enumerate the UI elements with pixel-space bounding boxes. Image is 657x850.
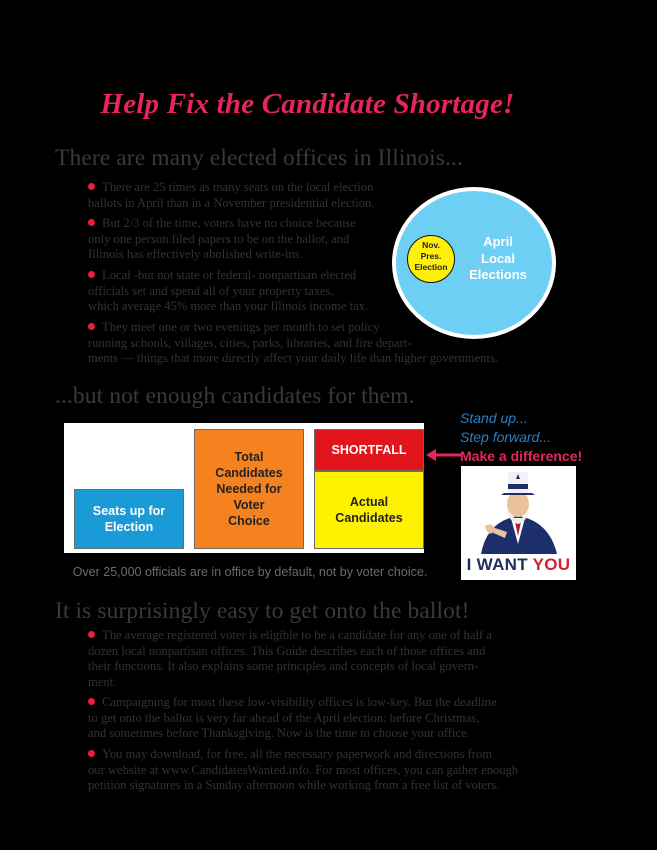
slogan-make-difference: Make a difference! [460, 448, 583, 464]
offices-bullet-item [88, 268, 408, 315]
bullet-dot-icon [88, 323, 95, 330]
offices-bullet-line: ballots in April than in a November presidential election. [88, 195, 375, 210]
offices-bullet-line [88, 268, 408, 284]
offices-bullet-line: running schools, villages, cities, parks, libraries, and fire depart- [88, 335, 412, 350]
offices-bullet-line [88, 180, 418, 196]
bar-actual-candidates [314, 471, 424, 549]
i-want-you-text [461, 555, 576, 575]
bullet-dot-icon [88, 219, 95, 226]
ballot-bullet-line: dozen local nonpartisan offices. This Guide describes each of those offices and [88, 643, 486, 658]
offices-bullet-line: Illinois has effectively abolished write-ins. [88, 247, 303, 261]
ballot-bullet-line: petition signatures in a Sunday afternoon while working from a free list of voters. [88, 778, 500, 792]
ballot-bullet-line [88, 747, 543, 763]
offices-bullet-text: Local -but not state or federal- nonpartisan elected [102, 268, 357, 282]
ballot-bullet-line: to get onto the ballot is very far ahead of the April election: before Christmas, [88, 710, 480, 725]
offices-bullet-text: They meet one or two evenings per month to set policy [102, 320, 380, 334]
ballot-bullet-line [88, 695, 543, 711]
bar-actual-candidates-label: Actual Candidates [335, 495, 403, 525]
bullet-dot-icon [88, 750, 95, 757]
poster-you: YOU [532, 555, 571, 574]
section-heading-ballot: It is surprisingly easy to get onto the ballot! [55, 598, 470, 624]
ballot-bullet-item [88, 628, 543, 690]
shortfall-arrow [422, 447, 464, 463]
bar-seats-up-label: Seats up for Election [92, 504, 166, 534]
bar-total-needed [194, 429, 304, 549]
bar-seats-up [74, 489, 184, 549]
offices-bullet-line [88, 216, 400, 232]
slogan-stand-up: Stand up... [460, 410, 528, 426]
bullet-dot-icon [88, 631, 95, 638]
ballot-bullet-text: You may download, for free, all the necessary paperwork and directions from [102, 747, 493, 761]
offices-bullet-line: which average 45% more than your Illinois income tax. [88, 299, 369, 313]
ballot-bullet-line [88, 628, 543, 644]
bar-total-needed-label: Total Candidates Needed for Voter Choice [215, 450, 283, 528]
ballot-bullet-line: ment. [88, 674, 117, 689]
ballot-bullet-line: our website at www.CandidatesWanted.info. For most offices, you can gather enough [88, 762, 519, 777]
candidate-shortfall-chart [64, 423, 424, 553]
bar-shortfall [314, 429, 424, 471]
ballot-bullet-line: and sometimes before Thanksgiving. Now is the time to choose your office. [88, 726, 470, 740]
poster-i-want: I WANT [466, 555, 528, 574]
april-elections-label: April Local Elections [469, 234, 527, 282]
offices-bullet-item [88, 180, 418, 211]
nov-election-label: Nov. Pres. Election [414, 240, 448, 272]
bullet-dot-icon [88, 183, 95, 190]
slogan-step-forward: Step forward... [460, 429, 552, 445]
ballot-bullet-text: Campaigning for most these low-visibility offices is low-key. But the deadline [102, 695, 497, 709]
uncle-sam-poster [461, 466, 576, 580]
offices-bullet-line: ments — things that more directly affect your daily life than higher governments. [88, 351, 499, 365]
ballot-bullet-item [88, 747, 543, 794]
ballot-bullet-text: The average registered voter is eligible to be a candidate for any one of half a [102, 628, 492, 642]
page-title: Help Fix the Candidate Shortage! [100, 88, 515, 120]
ballot-bullet-line: their functions. It also explains some principles and concepts of local govern- [88, 659, 479, 673]
bar-shortfall-label: SHORTFALL [331, 443, 407, 457]
section-heading-offices: There are many elected offices in Illinois... [55, 145, 463, 171]
offices-bullet-text: But 2/3 of the time, voters have no choice because [102, 216, 356, 230]
bullet-dot-icon [88, 698, 95, 705]
chart-caption: Over 25,000 officials are in office by default, not by voter choice. [72, 565, 428, 579]
ballot-bullet-item [88, 695, 543, 742]
section-heading-candidates: ...but not enough candidates for them. [55, 383, 415, 409]
bullet-dot-icon [88, 271, 95, 278]
offices-bullet-line: officials set and spend all of your property taxes, [88, 283, 334, 298]
offices-bullet-line: only one person filed papers to be on the ballot, and [88, 231, 350, 246]
offices-bullet-item [88, 216, 400, 263]
offices-bullet-text: There are 25 times as many seats on the local election [102, 180, 374, 194]
